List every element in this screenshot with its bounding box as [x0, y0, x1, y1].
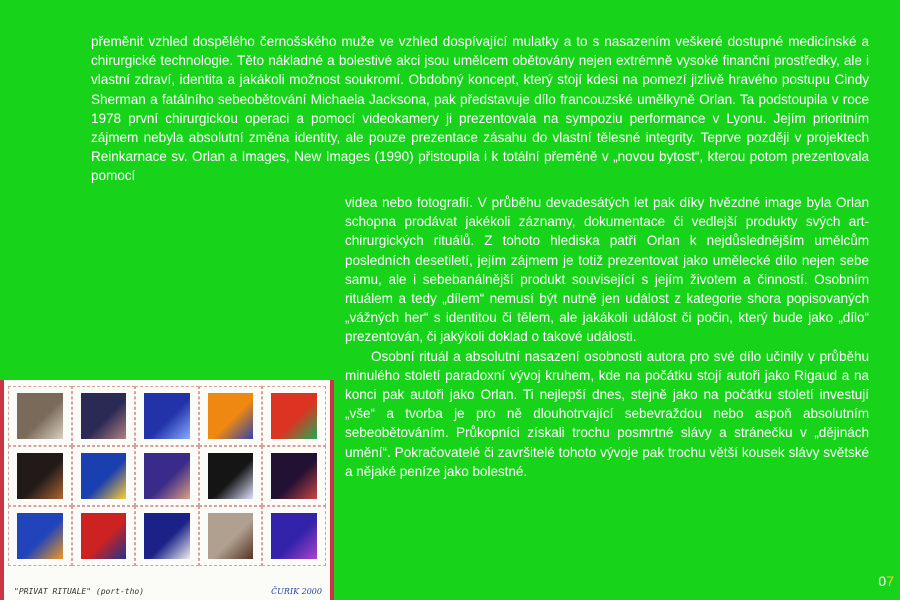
photo-figure-red: [271, 453, 317, 499]
artwork-grid-cell: [199, 446, 263, 506]
photo-red-collage: [271, 393, 317, 439]
photo-red-blue: [81, 513, 127, 559]
artwork-grid-cell: [8, 446, 72, 506]
text-block-full-width: [91, 32, 869, 186]
artwork-image-privat-rituale: [0, 380, 334, 600]
artwork-grid-cell: [72, 506, 136, 566]
artwork-grid-cell: [199, 506, 263, 566]
artwork-grid-cell: [8, 506, 72, 566]
page-number-last-digit: 7: [886, 573, 894, 589]
artwork-caption: "PRIVAT RITUALE" (port-tho): [14, 587, 145, 596]
photo-explosion: [208, 453, 254, 499]
photo-dark-scene: [17, 453, 63, 499]
paragraph-intro: přeměnit vzhled dospělého černošského muže ve vzhled dospívající mulatky a to s nasazením veškeré dostupné medicínské a chirurgické technologie. Těto nákladné a bolestivé akci jsou umělcem obětovány nejen extrémně vysoké finanční prostředky, ale i vlastní zdraví, identita a jakákoli možnost soukromí. Obdobný koncept, který stojí kdesi na pomezí jizlivě hravého postupu Cindy Sherman a fatálního sebeobětování Michaela Jacksona, pak představuje dílo francouzské umělkyně Orlan. Ta podstoupila v roce 1978 první chirurgickou operaci a pomocí videokamery ji prezentovala na sympoziu performance v Lyonu. Jejím prioritním zájmem nebyla absolutní změna identity, ale pouze prezentace zásahu do vlastní tělesné integrity. Teprve později v projektech Reinkarnace sv. Orlan a Images, New Images (1990) přistoupila i k totální přeměně v „novou bytost“, kterou potom prezentovala pomocí: [91, 34, 869, 184]
artwork-grid-cell: [8, 386, 72, 446]
photo-nude-figure: [144, 453, 190, 499]
photo-man-portrait: [208, 513, 254, 559]
artwork-grid-cell: [72, 386, 136, 446]
paragraph-second: Osobní rituál a absolutní nasazení osobnosti autora pro své dílo učinily v průběhu minulého století paradoxní vývoj kruhem, kde na počátku stojí autoři jako Rigaud a na konci pak autoři jako Orlan. Ti nejlepší dnes, stejně jako na počátku století investují „vše“ a tvorba je pro ně dlouhotrvající sebevraždou nebo aspoň absolutním sebeobětováním. Průkopníci získali trochu posmrtné slávy a stránečku v „dějinách umění“. Pokračovatelé či završitelé tohoto vývoje pak trochu větší kousek slávy světské a nějaké peníze jako bolestné.: [345, 348, 869, 479]
artwork-grid-cell: [199, 386, 263, 446]
artwork-grid-cell: [262, 506, 326, 566]
photo-orange-abstract: [208, 393, 254, 439]
artwork-grid-cell: [72, 446, 136, 506]
text-block-right-column: [345, 193, 869, 481]
photo-purple-blue: [271, 513, 317, 559]
artwork-grid-cell: [262, 386, 326, 446]
artwork-grid-cell: [135, 446, 199, 506]
artwork-grid-cell: [135, 506, 199, 566]
artwork-grid-cell: [135, 386, 199, 446]
photo-blue-vertical: [144, 513, 190, 559]
page-number-first-digit: 0: [878, 573, 887, 589]
artwork-signature: ČURIK 2000: [271, 587, 322, 596]
photo-hand: [17, 393, 63, 439]
paragraph-continued: videa nebo fotografií. V průběhu devadesátých let pak díky hvězdné image byla Orlan schopna prodávat jakékoli záznamy, dokumentace či vedlejší produkty svých art- chirurgických rituálů. Z tohoto hlediska patří Orlan k nejdůslednějším umělcům posledních desetiletí, jejím zájmem je totiž prezentovat jako umělecké dílo nejen sebe samu, ale i sebebanálnější produkt související s jejím životem a činností. Osobním rituálem a tedy „dílem“ nemusí být nutně jen událost z kategorie shora popisovaných „vážných her“ s identitou či tělem, ale jakákoli událost či počin, který bude jako „dílo“ prezentován, či jakýkoli doklad o takové události.: [345, 195, 869, 345]
artwork-photo-grid: [8, 386, 326, 566]
photo-blue-sky: [144, 393, 190, 439]
page-number: [878, 573, 894, 589]
photo-portrait-dark: [81, 393, 127, 439]
photo-blue-figure: [81, 453, 127, 499]
artwork-grid-cell: [262, 446, 326, 506]
photo-window: [17, 513, 63, 559]
